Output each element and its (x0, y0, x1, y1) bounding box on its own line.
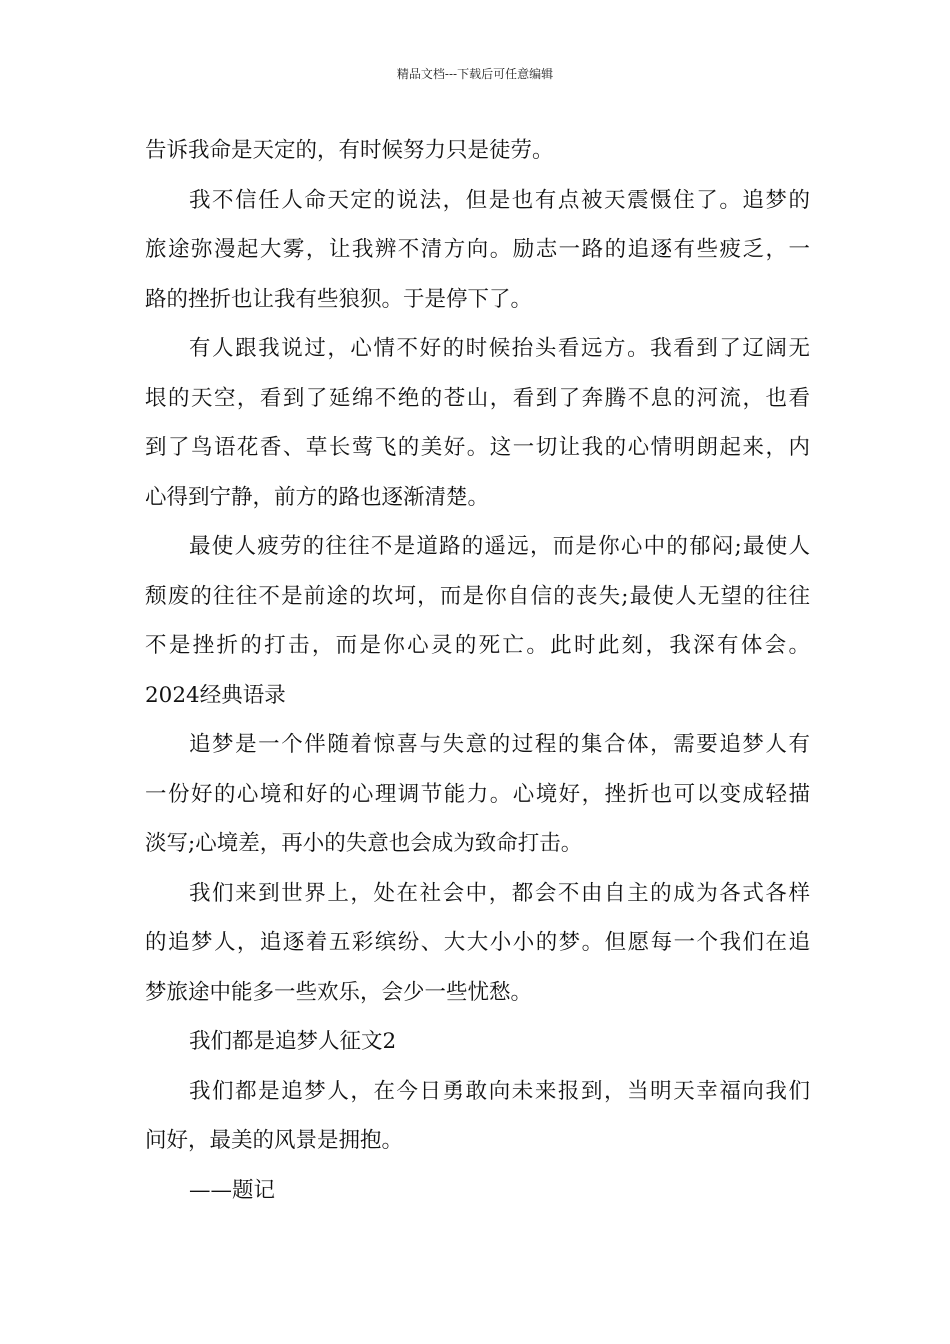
text-line: 不是挫折的打击，而是你心灵的死亡。此时此刻，我深有体会。 (145, 633, 810, 658)
text-line: 的追梦人，追逐着五彩缤纷、大大小小的梦。但愿每一个我们在追 (145, 930, 810, 955)
text-line: 垠的天空，看到了延绵不绝的苍山，看到了奔腾不息的河流，也看 (145, 385, 810, 411)
text-line: 心得到宁静，前方的路也逐渐清楚。 (145, 484, 490, 510)
epigraph: ——题记 (189, 1177, 276, 1203)
page-header: 精品文档---下载后可任意编辑 (396, 67, 554, 81)
text-line: 最使人疲劳的往往不是道路的遥远，而是你心中的郁闷;最使人 (189, 534, 810, 559)
section-heading: 2024经典语录 (145, 682, 286, 708)
text-line: 追梦是一个伴随着惊喜与失意的过程的集合体，需要追梦人有 (189, 732, 810, 757)
text-line: 问好，最美的风景是拥抱。 (145, 1128, 404, 1153)
text-line: 我们来到世界上，处在社会中，都会不由自主的成为各式各样 (189, 880, 810, 906)
text-line: 告诉我命是天定的，有时候努力只是徒劳。 (145, 138, 554, 163)
text-line: 到了鸟语花香、草长莺飞的美好。这一切让我的心情明朗起来，内 (145, 435, 810, 460)
section-title: 我们都是追梦人征文2 (189, 1029, 397, 1054)
text-line: 颓废的往往不是前途的坎坷，而是你自信的丧失;最使人无望的往往 (145, 583, 810, 609)
text-line: 一份好的心境和好的心理调节能力。心境好，挫折也可以变成轻描 (145, 781, 810, 807)
text-line: 有人跟我说过，心情不好的时候抬头看远方。我看到了辽阔无 (189, 336, 810, 361)
text-line: 路的挫折也让我有些狼狈。于是停下了。 (145, 286, 533, 312)
document-body (145, 126, 810, 1215)
text-line: 旅途弥漫起大雾，让我辨不清方向。励志一路的追逐有些疲乏，一 (145, 237, 810, 262)
text-line: 淡写;心境差，再小的失意也会成为致命打击。 (145, 831, 583, 856)
text-line: 梦旅途中能多一些欢乐，会少一些忧愁。 (145, 979, 533, 1005)
text-line: 我们都是追梦人，在今日勇敢向未来报到，当明天幸福向我们 (189, 1078, 810, 1104)
text-line: 我不信任人命天定的说法，但是也有点被天震慑住了。追梦的 (189, 187, 810, 213)
